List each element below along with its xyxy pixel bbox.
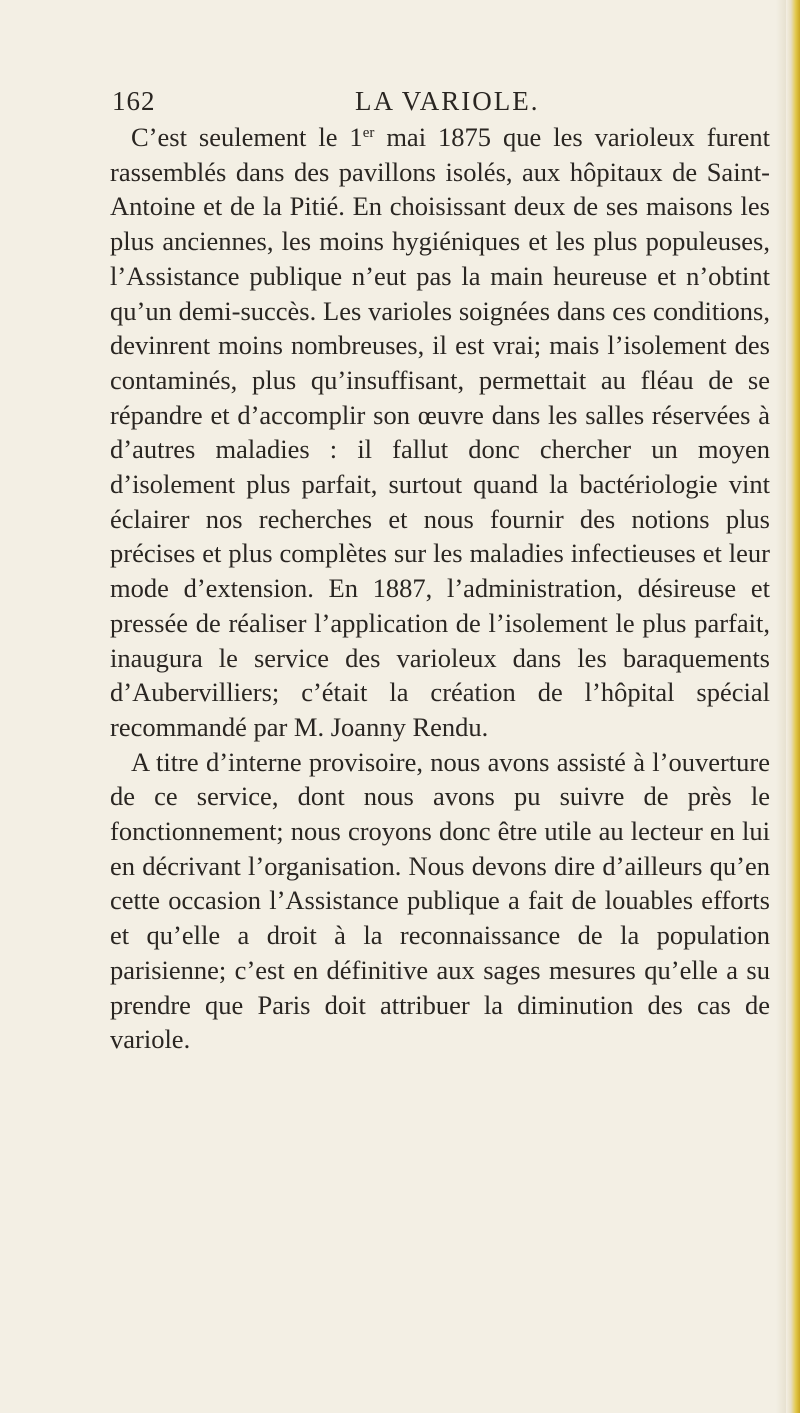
paragraph-2: A titre d’interne provisoire, nous avons assisté à l’ouverture de ce service, dont nous avons pu suivre de près le fonctionnement; nous croyons donc être utile au lecteur en lui en décrivant l’organisation. Nous devons dire d’ailleurs qu’en cette occasion l’Assistance publique a fait de louables efforts et qu’elle a droit à la reconnaissance de la population parisienne; c’est en définitive aux sages mesures qu’elle a su prendre que Paris doit attribuer la diminution des cas de variole. (110, 746, 770, 1055)
page-number: 162 (112, 86, 156, 116)
page-header (112, 86, 762, 122)
page-gutter-shadow (776, 0, 786, 1413)
paragraph-1 (110, 120, 770, 745)
paragraph-1-rest: mai 1875 que les varioleux furent rassemblés dans des pavillons isolés, aux hôpitaux de Saint-Antoine et de la Pitié. En choisissant deux de ses maisons les plus anciennes, les moins hygiéniques et les plus populeuses, l’Assistance publique n’eut pas la main heureuse et n’obtint qu’un demi-succès. Les varioles soignées dans ces conditions, devinrent moins nombreuses, il est vrai; mais l’isolement des contaminés, plus qu’insuffisant, permettait au fléau de se répandre et d’accomplir son œuvre dans les salles réservées à d’autres maladies : il fallut donc chercher un moyen d’isolement plus parfait, surtout quand la bactériologie vint éclairer nos recherches et nous fournir des notions plus précises et plus complètes sur les maladies infectieuses et leur mode d’extension. En 1887, l’administration, désireuse et pressée de réaliser l’application de l’isolement le plus parfait, inaugura le service des varioleux dans les baraquements d’Aubervilliers; c’était la création de l’hôpital spécial recommandé par M. Joanny Rendu. (110, 122, 770, 742)
ordinal-superscript: er (362, 125, 375, 141)
paragraph-1-start: C’est seulement le 1 (131, 122, 363, 152)
page-edge (786, 0, 800, 1413)
body-text (110, 120, 770, 1057)
running-title: LA VARIOLE. (355, 86, 540, 116)
